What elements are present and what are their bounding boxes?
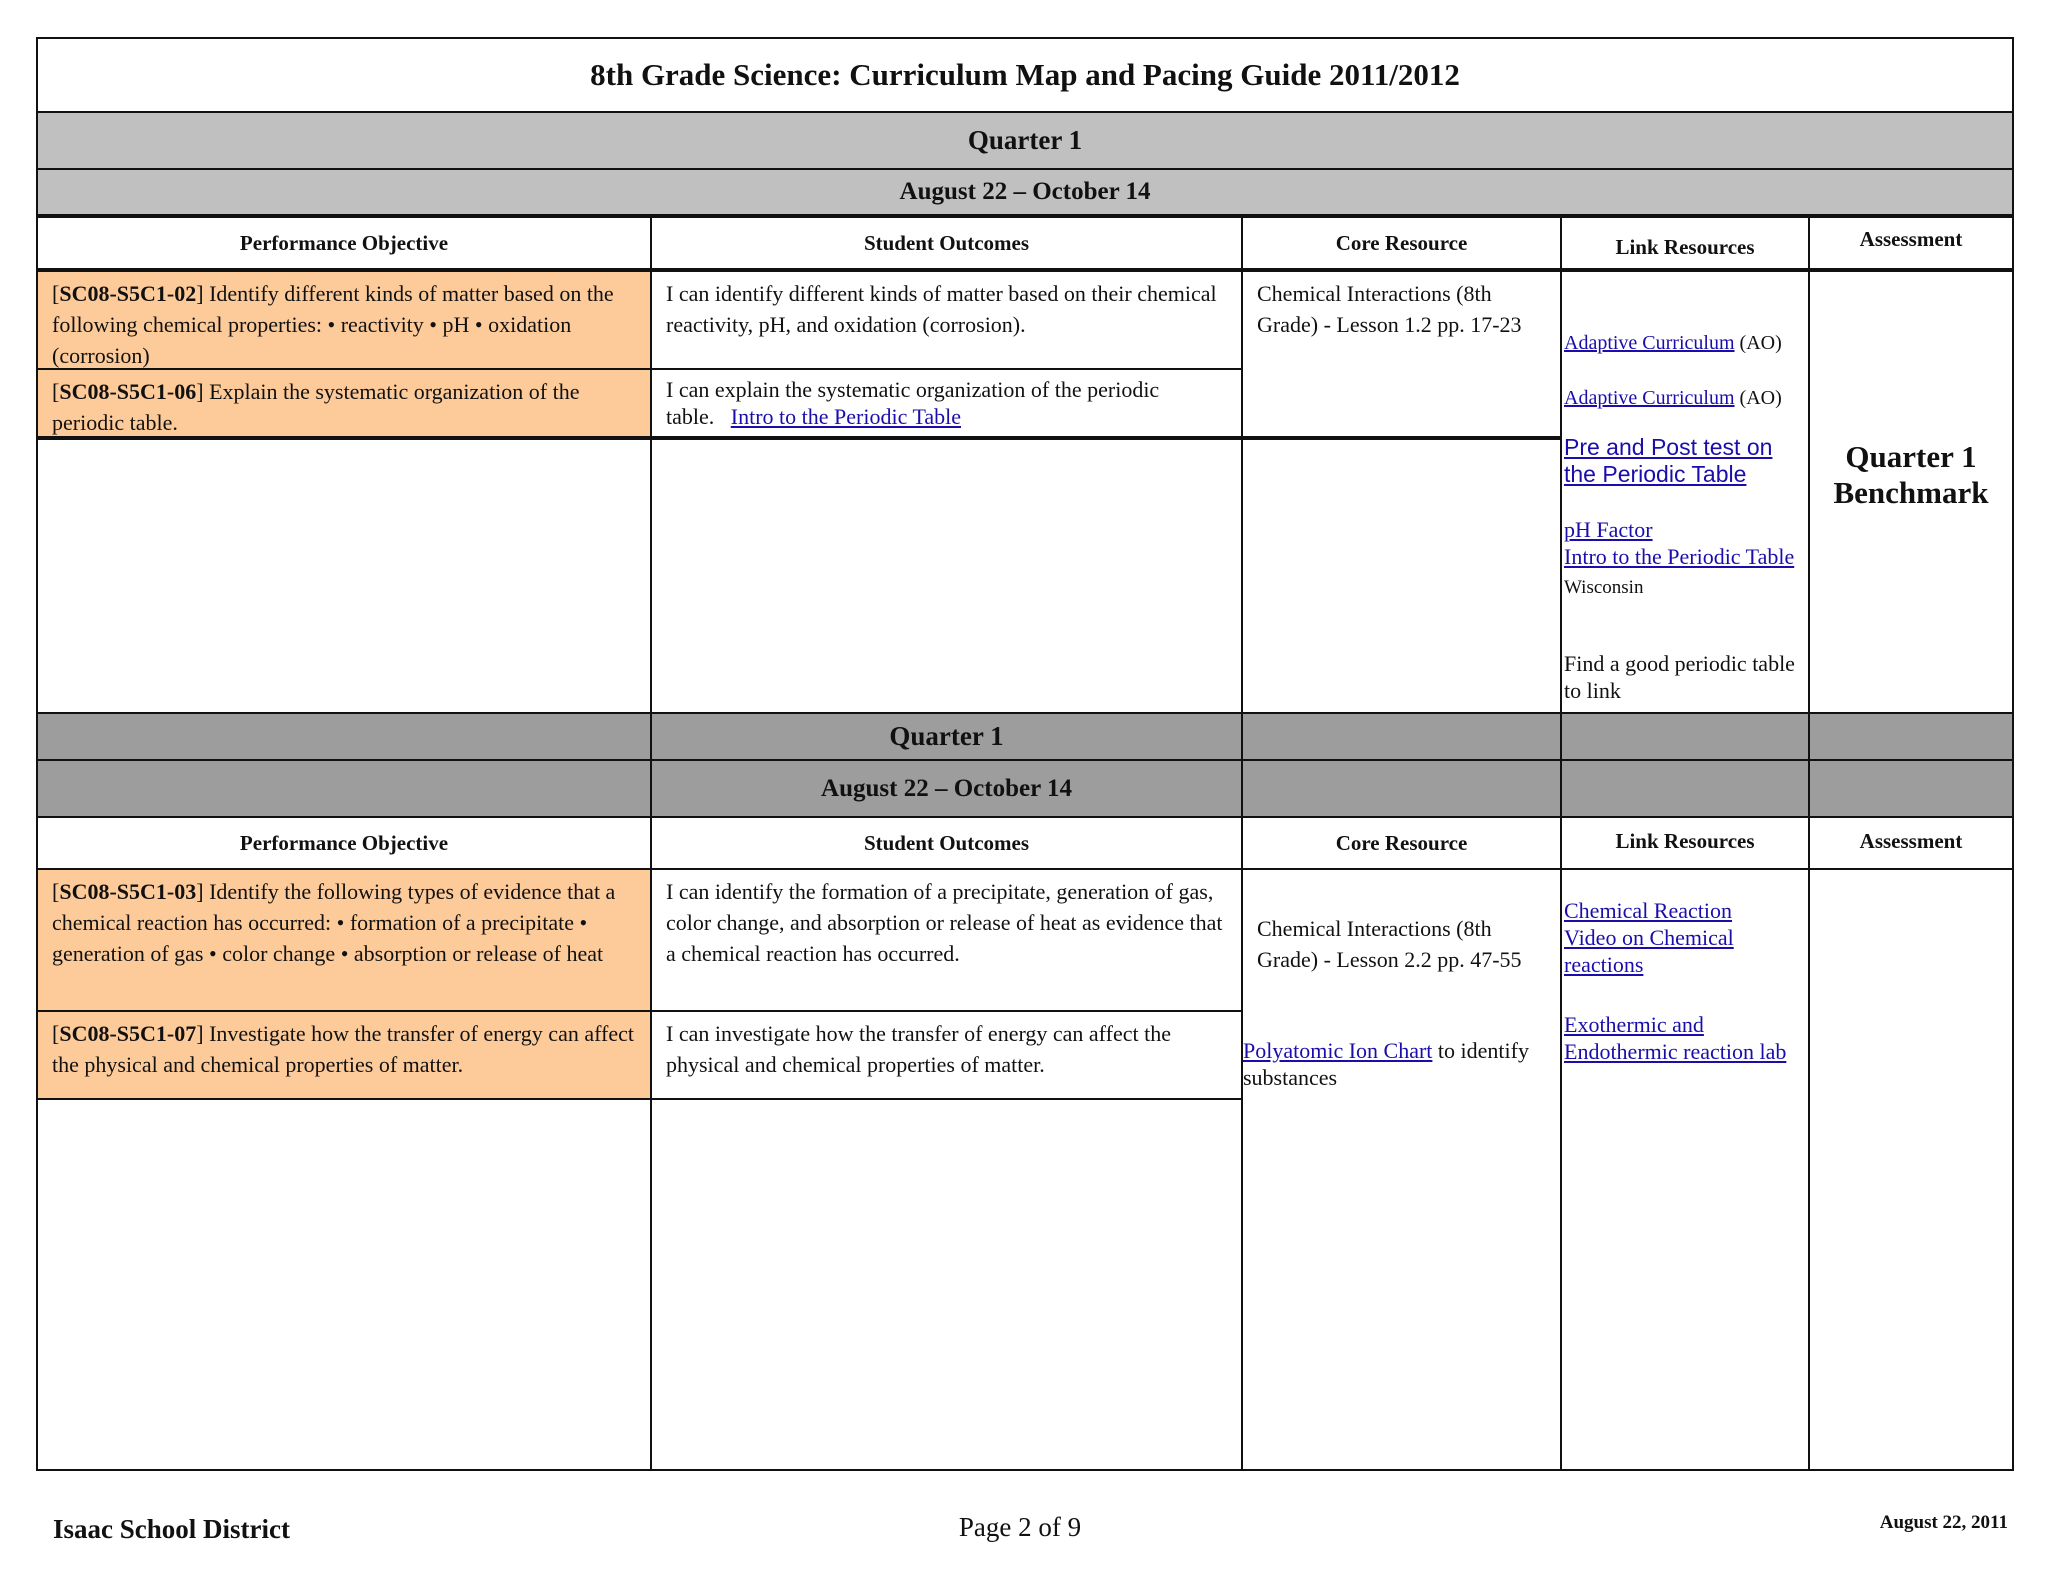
standard-code: SC08-S5C1-02 [59,281,197,306]
standard-code: SC08-S5C1-06 [59,379,197,404]
core-resource-cell: Chemical Interactions (8th Grade) - Lesson 1.2 pp. 17-23 [1257,281,1522,337]
column-divider [1808,214,1810,1469]
curriculum-table [36,37,2014,1471]
intro-periodic-table-link[interactable]: Intro to the Periodic Table [730,404,961,429]
outcome-cell: I can identify the formation of a precipitate, generation of gas, color change, and absorption or release of heat as evidence that a chemical reaction has occurred. [666,879,1223,966]
intro-periodic-table-link[interactable]: Intro to the Periodic Table [1564,544,1795,569]
polyatomic-resource [1243,1037,1560,1091]
page-title: 8th Grade Science: Curriculum Map and Pacing Guide 2011/2012 [590,57,1460,92]
objective-text: Identify different kinds of matter based on the following chemical properties: • reactivity • pH • oxidation (corrosion) [52,281,614,368]
outcome-cell: I can investigate how the transfer of energy can affect the physical and chemical properties of matter. [666,1021,1171,1077]
objective-cell: [SC08-S5C1-02] Identify different kinds of matter based on the following chemical properties: • reactivity • pH • oxidation (corrosion) [38,272,650,368]
link-item [1564,897,1808,978]
header-assessment: Assessment [1859,226,1963,251]
outcome-cell [652,370,1241,436]
standard-code: SC08-S5C1-07 [59,1021,197,1046]
header-link-resources: Link Resources [1615,234,1755,259]
link-item [1564,516,1808,601]
footer-district: Isaac School District [53,1514,290,1544]
divider [38,436,1562,440]
dates-band: August 22 – October 14 [821,774,1072,802]
column-divider [650,214,652,1469]
link-suffix: Wisconsin [1564,577,1644,598]
header-performance-objective: Performance Objective [239,230,449,255]
objective-text: Investigate how the transfer of energy can affect the physical and chemical properties of matter. [52,1021,635,1077]
link-item [1564,385,1782,412]
header-link-resources: Link Resources [1615,828,1755,853]
assessment-benchmark: Quarter 1 Benchmark [1833,439,1989,510]
ph-factor-link[interactable]: pH Factor [1564,517,1653,542]
link-suffix: (AO) [1734,387,1782,409]
objective-cell: [SC08-S5C1-06] Explain the systematic organization of the periodic table. [38,370,650,436]
header-student-outcomes: Student Outcomes [863,830,1030,855]
column-divider [1560,214,1562,1469]
header-performance-objective: Performance Objective [239,830,449,855]
dates-band: August 22 – October 14 [38,170,2012,214]
pre-post-test-link[interactable]: Pre and Post test on the Periodic Table [1564,434,1773,487]
link-note: Find a good periodic table to link [1564,651,1795,703]
footer-date: August 22, 2011 [1879,1512,2008,1533]
link-resources-cell [1562,272,1808,712]
exothermic-endothermic-lab-link[interactable]: Exothermic and Endothermic reaction lab [1564,1012,1787,1064]
objective-text: Explain the systematic organization of the periodic table. [52,379,580,435]
resource-suffix: to identify substances [1243,1038,1529,1090]
header-student-outcomes: Student Outcomes [863,230,1030,255]
quarter-band: Quarter 1 [38,113,2012,168]
objective-cell: [SC08-S5C1-03] Identify the following types of evidence that a chemical reaction has occurred: • formation of a precipitate • generation of gas • color change • absorption or release of heat [38,870,650,1010]
divider [38,1098,1241,1100]
adaptive-curriculum-link[interactable]: Adaptive Curriculum [1564,332,1735,354]
polyatomic-ion-chart-link[interactable]: Polyatomic Ion Chart [1243,1038,1433,1063]
chemical-reactions-video-link[interactable]: Video on Chemical reactions [1564,925,1734,977]
link-item [1564,330,1782,357]
header-core-resource: Core Resource [1335,230,1468,255]
outcome-text: I can explain the systematic organization of the periodic table. [666,377,1160,429]
standard-code: SC08-S5C1-03 [59,879,197,904]
link-item [1564,1011,1808,1065]
chemical-reaction-link[interactable]: Chemical Reaction [1564,898,1732,923]
outcome-cell: I can identify different kinds of matter based on their chemical reactivity, pH, and oxidation (corrosion). [666,281,1217,337]
objective-text: Identify the following types of evidence that a chemical reaction has occurred: • formation of a precipitate • generation of gas • color change • absorption or release of heat [52,879,616,966]
link-suffix: (AO) [1734,332,1782,354]
adaptive-curriculum-link[interactable]: Adaptive Curriculum [1564,387,1735,409]
core-resource-cell: Chemical Interactions (8th Grade) - Lesson 2.2 pp. 47-55 [1257,916,1522,972]
footer-page-number: Page 2 of 9 [958,1512,1082,1542]
header-core-resource: Core Resource [1335,830,1468,855]
column-divider [1241,214,1243,1469]
objective-cell: [SC08-S5C1-07] Investigate how the transfer of energy can affect the physical and chemical properties of matter. [38,1012,650,1098]
quarter-band: Quarter 1 [889,721,1004,751]
header-assessment: Assessment [1859,828,1963,853]
link-item [1564,434,1804,488]
